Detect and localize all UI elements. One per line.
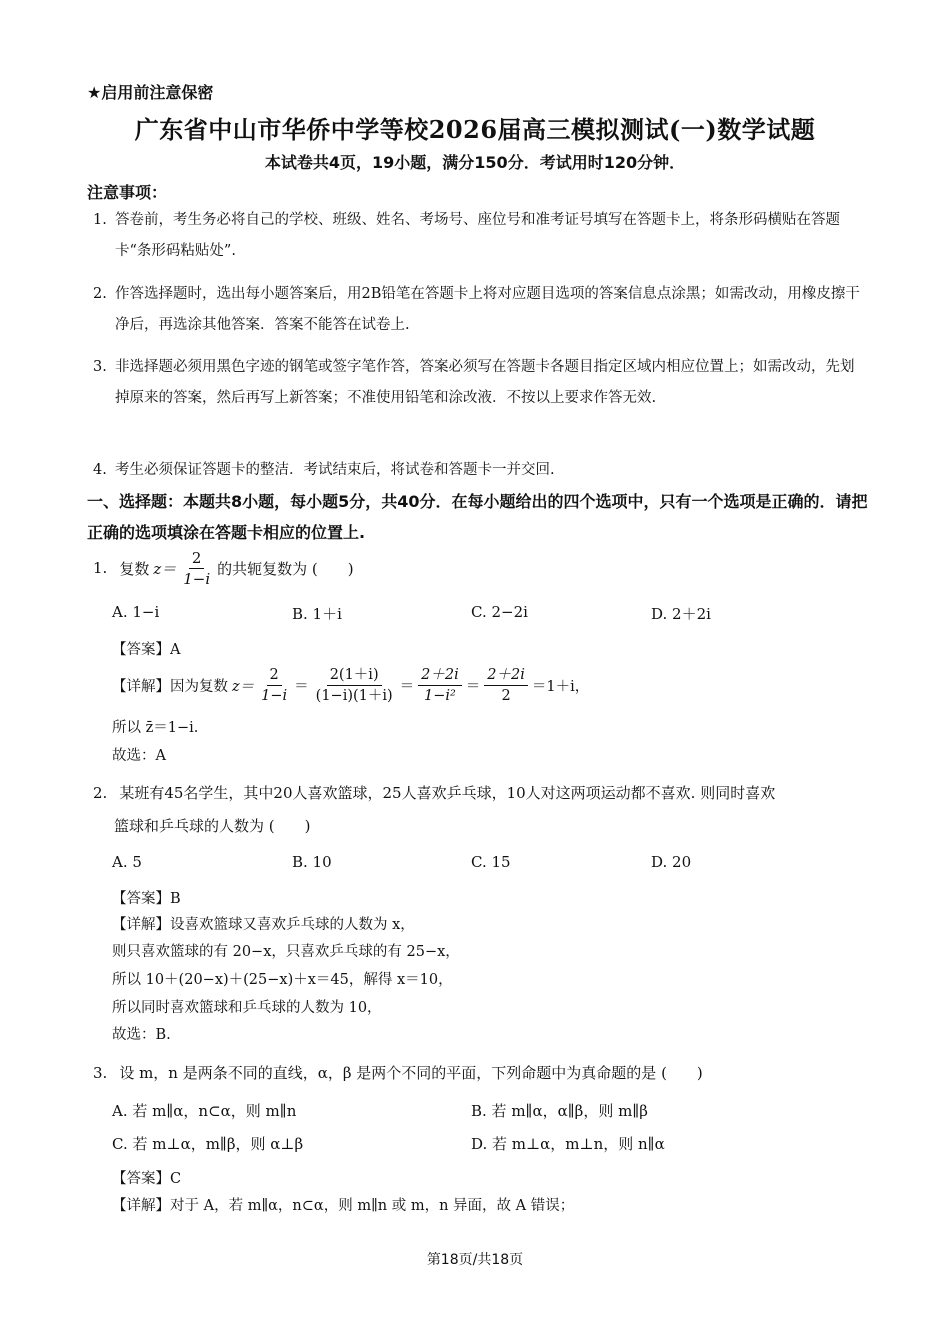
fraction [313, 665, 396, 706]
question-text: 复数 [119, 559, 150, 578]
note-text: 非选择题必须用黑色字迹的钢笔或签字笔作答，答案必须写在答题卡各题目指定区域内相应位置上；如需改动，先划掉原来的答案，然后再写上新答案；不准使用铅笔和涂改液．不按以上要求作答无效. [115, 359, 855, 406]
section-heading: 一、选择题：本题共8小题，每小题5分，共40分．在每小题给出的四个选项中，只有一个选项是正确的．请把正确的选项填涂在答题卡相应的位置上. [87, 492, 868, 542]
detail-line: 故选：B. [112, 1027, 171, 1043]
detail-line [112, 662, 589, 708]
detail-line: 所以 10＋(20−x)＋(25−x)＋x＝45，解得 x＝10， [112, 972, 453, 988]
exam-subtitle: 本试卷共4页，19小题，满分150分．考试用时120分钟． [264, 153, 686, 172]
question-number: 2. [93, 784, 108, 802]
math-variable: z＝ [153, 559, 177, 578]
equals-sign: ＝ [465, 678, 481, 695]
option-b: B. 1＋i [292, 605, 342, 623]
detail-line: 【详解】对于 A，若 m∥α，n⊂α，则 m∥n 或 m，n 异面，故 A 错误； [112, 1198, 575, 1214]
note-item [93, 455, 868, 486]
detail-line: 【详解】设喜欢篮球又喜欢乒乓球的人数为 x， [112, 917, 415, 933]
fraction-denominator: 2 [501, 687, 511, 704]
note-item [93, 279, 868, 341]
question-text: 设 m，n 是两条不同的直线，α，β 是两个不同的平面，下列命题中为真命题的是 ( ) [119, 1064, 703, 1082]
fraction-numerator: 2＋2i [418, 665, 462, 686]
option-a: A. 5 [112, 853, 142, 871]
fraction-denominator: (1−i)(1＋i) [315, 687, 393, 704]
option-b: B. 若 m∥α，α∥β，则 m∥β [471, 1102, 648, 1120]
question-3 [93, 1062, 703, 1083]
question-text-continued: 篮球和乒乓球的人数为 ( ) [114, 817, 311, 835]
option-d: D. 2＋2i [651, 605, 711, 623]
note-text: 作答选择题时，选出每小题答案后，用2B铅笔在答题卡上将对应题目选项的答案信息点涂黑；如需改动，用橡皮擦干净后，再选涂其他答案．答案不能答在试卷上. [115, 286, 860, 333]
note-text: 答卷前，考生务必将自己的学校、班级、姓名、考场号、座位号和准考证号填写在答题卡上，将条形码横贴在答题卡“条形码粘贴处”. [115, 212, 840, 259]
note-number: 2. [93, 286, 107, 302]
option-d: D. 20 [651, 853, 692, 871]
equals-sign: ＝ [399, 678, 415, 695]
equals-sign: ＝ [294, 678, 309, 695]
option-c: C. 若 m⊥α，m∥β，则 α⊥β [112, 1135, 304, 1153]
note-item [93, 205, 868, 267]
exam-title: 广东省中山市华侨中学等校2026届高三模拟测试(一)数学试题 [134, 115, 816, 144]
question-number: 1. [93, 559, 108, 577]
math-variable: z＝ [232, 678, 255, 695]
option-a: A. 1−i [112, 603, 160, 621]
fraction [180, 548, 213, 589]
detail-line: 所以 z̄＝1−i. [112, 720, 199, 736]
detail-result: ＝1＋i， [531, 678, 590, 695]
option-c: C. 15 [471, 853, 511, 871]
question-1 [93, 546, 354, 590]
note-number: 3. [93, 359, 107, 375]
option-d: D. 若 m⊥α，m⊥n，则 n∥α [471, 1135, 665, 1153]
note-text: 考生必须保证答题卡的整洁．考试结束后，将试卷和答题卡一并交回. [115, 462, 555, 478]
fraction [484, 665, 528, 706]
note-number: 1. [93, 212, 107, 228]
answer-line: 【答案】C [112, 1171, 182, 1187]
note-item [93, 352, 868, 414]
answer-line: 【答案】A [112, 642, 181, 658]
page-footer: 第18页/共18页 [426, 1252, 524, 1268]
question-2 [93, 782, 775, 803]
note-number: 4. [93, 462, 107, 478]
confidential-mark: ★启用前注意保密 [87, 83, 214, 102]
question-text: 的共轭复数为 ( ) [217, 559, 354, 578]
detail-line: 故选：A [112, 748, 166, 764]
detail-label: 【详解】因为复数 [112, 678, 228, 695]
detail-line: 则只喜欢篮球的有 20−x，只喜欢乒乓球的有 25−x， [112, 944, 460, 960]
fraction-numerator: 2＋2i [484, 665, 528, 686]
option-c: C. 2−2i [471, 603, 528, 621]
fraction [258, 665, 290, 706]
detail-line: 所以同时喜欢篮球和乒乓球的人数为 10， [112, 1000, 382, 1016]
option-b: B. 10 [292, 853, 332, 871]
fraction-numerator: 2 [267, 665, 282, 686]
question-text: 某班有45名学生，其中20人喜欢篮球，25人喜欢乒乓球，10人对这两项运动都不喜欢. 则同时喜欢 [119, 784, 776, 802]
fraction-denominator: 1−i² [424, 687, 456, 704]
fraction-denominator: 1−i [261, 687, 288, 704]
option-a: A. 若 m∥α，n⊂α，则 m∥n [112, 1102, 297, 1120]
answer-line: 【答案】B [112, 891, 181, 907]
fraction-denominator: 1−i [183, 569, 211, 588]
fraction-numerator: 2(1＋i) [327, 665, 382, 686]
fraction [418, 665, 462, 706]
fraction-numerator: 2 [189, 548, 205, 569]
notes-heading: 注意事项： [87, 183, 168, 202]
question-number: 3. [93, 1064, 108, 1082]
